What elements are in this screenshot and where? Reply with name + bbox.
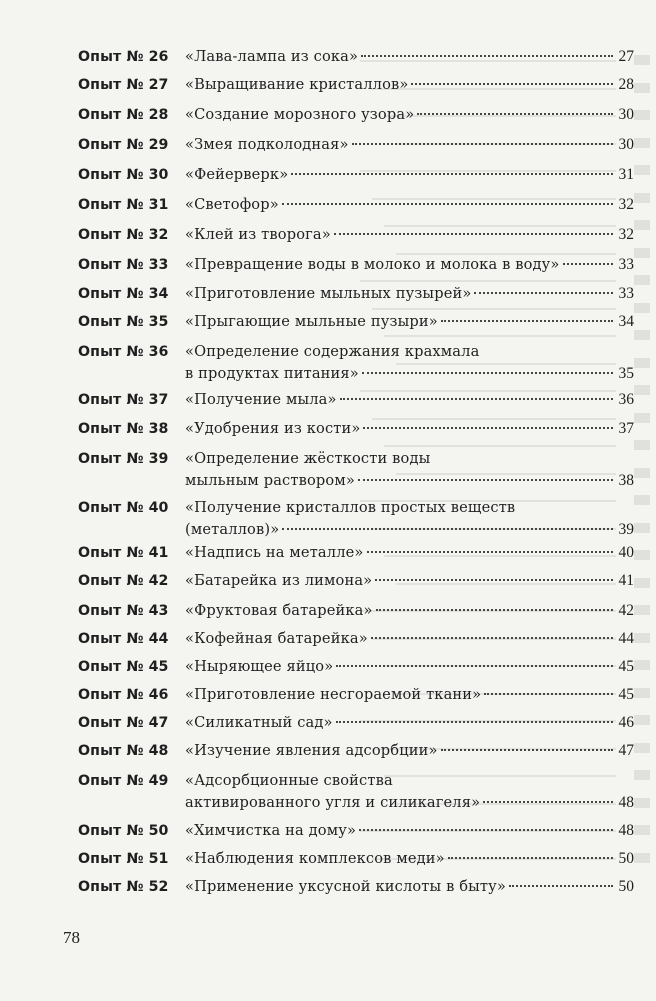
ghost-number xyxy=(634,495,650,505)
experiment-title: «Получение кристаллов простых веществ xyxy=(185,499,516,516)
page-reference: 45 xyxy=(618,658,634,675)
page-reference: 50 xyxy=(618,878,634,895)
experiment-title: «Определение содержания крахмала xyxy=(185,343,480,360)
experiment-number: Опыт № 31 xyxy=(78,197,169,213)
dot-leader xyxy=(363,427,613,429)
toc-entry[interactable] xyxy=(78,770,634,814)
experiment-number: Опыт № 49 xyxy=(78,773,169,789)
dot-leader xyxy=(376,609,613,611)
experiment-title: «Приготовление мыльных пузырей» xyxy=(185,285,472,302)
toc-entry[interactable] xyxy=(78,164,634,186)
page-reference: 40 xyxy=(618,544,634,561)
page-number: 78 xyxy=(63,928,80,947)
experiment-title: «Химчистка на дому» xyxy=(185,822,357,839)
toc-entry[interactable] xyxy=(78,448,634,492)
experiment-number: Опыт № 46 xyxy=(78,687,169,703)
ghost-number xyxy=(634,798,650,808)
experiment-number: Опыт № 37 xyxy=(78,392,169,408)
experiment-number: Опыт № 39 xyxy=(78,451,169,467)
page-reference: 41 xyxy=(618,572,634,589)
experiment-title: «Создание морозного узора» xyxy=(185,106,415,123)
ghost-number xyxy=(634,413,650,423)
toc-entry[interactable] xyxy=(78,570,634,592)
ghost-number xyxy=(634,468,650,478)
dot-leader xyxy=(448,857,613,859)
ghost-number xyxy=(634,220,650,230)
page-reference: 32 xyxy=(618,226,634,243)
dot-leader xyxy=(340,398,613,400)
experiment-title: «Наблюдения комплексов меди» xyxy=(185,850,445,867)
page-reference: 30 xyxy=(618,106,634,123)
page-reference: 47 xyxy=(618,742,634,759)
experiment-number: Опыт № 52 xyxy=(78,879,169,895)
page-reference: 28 xyxy=(618,76,634,93)
experiment-number: Опыт № 34 xyxy=(78,286,169,302)
dot-leader xyxy=(291,173,613,175)
dot-leader xyxy=(352,143,613,145)
experiment-title: «Применение уксусной кислоты в быту» xyxy=(185,878,506,895)
experiment-title: «Батарейка из лимона» xyxy=(185,572,373,589)
experiment-number: Опыт № 44 xyxy=(78,631,169,647)
ghost-number xyxy=(634,853,650,863)
experiment-title: «Кофейная батарейка» xyxy=(185,630,368,647)
toc-entry[interactable] xyxy=(78,820,634,842)
experiment-title-continued: (металлов)» xyxy=(185,521,280,538)
dot-leader xyxy=(361,55,613,57)
dot-leader xyxy=(417,113,613,115)
toc-entry[interactable] xyxy=(78,224,634,246)
ghost-number xyxy=(634,385,650,395)
dot-leader xyxy=(371,637,613,639)
experiment-title: «Силикатный сад» xyxy=(185,714,333,731)
dot-leader xyxy=(375,579,613,581)
experiment-number: Опыт № 38 xyxy=(78,421,169,437)
experiment-number: Опыт № 43 xyxy=(78,603,169,619)
experiment-number: Опыт № 27 xyxy=(78,77,169,93)
toc-entry[interactable] xyxy=(78,542,634,564)
dot-leader xyxy=(334,233,613,235)
page-reference: 37 xyxy=(618,420,634,437)
toc-entry[interactable] xyxy=(78,684,634,706)
toc-entry[interactable] xyxy=(78,848,634,870)
dot-leader xyxy=(282,528,613,530)
ghost-number xyxy=(634,303,650,313)
page-reference: 31 xyxy=(618,166,634,183)
experiment-title: «Ныряющее яйцо» xyxy=(185,658,334,675)
experiment-title: «Светофор» xyxy=(185,196,279,213)
ghost-number xyxy=(634,550,650,560)
experiment-number: Опыт № 28 xyxy=(78,107,169,123)
experiment-title: «Фейерверк» xyxy=(185,166,289,183)
dot-leader xyxy=(509,885,613,887)
experiment-number: Опыт № 45 xyxy=(78,659,169,675)
experiment-title: «Получение мыла» xyxy=(185,391,337,408)
ghost-number xyxy=(634,55,650,65)
ghost-number xyxy=(634,248,650,258)
page-reference: 44 xyxy=(618,630,634,647)
ghost-number xyxy=(634,605,650,615)
toc-entry[interactable] xyxy=(78,600,634,622)
experiment-title: «Фруктовая батарейка» xyxy=(185,602,373,619)
experiment-number: Опыт № 32 xyxy=(78,227,169,243)
experiment-title: «Изучение явления адсорбции» xyxy=(185,742,438,759)
experiment-number: Опыт № 47 xyxy=(78,715,169,731)
page-reference: 27 xyxy=(618,48,634,65)
toc-entry[interactable] xyxy=(78,134,634,156)
page-reference: 50 xyxy=(618,850,634,867)
ghost-number xyxy=(634,825,650,835)
experiment-number: Опыт № 36 xyxy=(78,344,169,360)
experiment-number: Опыт № 41 xyxy=(78,545,169,561)
page-reference: 32 xyxy=(618,196,634,213)
page-reference: 38 xyxy=(618,472,634,489)
ghost-number xyxy=(634,743,650,753)
ghost-number xyxy=(634,715,650,725)
toc-entry[interactable] xyxy=(78,628,634,650)
ghost-number xyxy=(634,633,650,643)
page-reference: 36 xyxy=(618,391,634,408)
toc-entry[interactable] xyxy=(78,254,634,276)
experiment-title: «Прыгающие мыльные пузыри» xyxy=(185,313,438,330)
experiment-title: «Выращивание кристаллов» xyxy=(185,76,409,93)
page-reference: 46 xyxy=(618,714,634,731)
dot-leader xyxy=(358,479,613,481)
experiment-number: Опыт № 42 xyxy=(78,573,169,589)
ghost-number xyxy=(634,110,650,120)
page-reference: 33 xyxy=(618,256,634,273)
experiment-title: «Удобрения из кости» xyxy=(185,420,361,437)
ghost-number xyxy=(634,165,650,175)
experiment-number: Опыт № 51 xyxy=(78,851,169,867)
ghost-line xyxy=(360,280,616,282)
page-reference: 48 xyxy=(618,794,634,811)
page-reference: 42 xyxy=(618,602,634,619)
dot-leader xyxy=(563,263,614,265)
experiment-number: Опыт № 30 xyxy=(78,167,169,183)
dot-leader xyxy=(336,721,613,723)
experiment-title: «Змея подколодная» xyxy=(185,136,349,153)
experiment-title: «Надпись на металле» xyxy=(185,544,364,561)
experiment-title: «Адсорбционные свойства xyxy=(185,772,393,789)
page-reference: 30 xyxy=(618,136,634,153)
dot-leader xyxy=(367,551,614,553)
ghost-line xyxy=(384,335,616,337)
experiment-title-continued: в продуктах питания» xyxy=(185,365,359,382)
dot-leader xyxy=(359,829,613,831)
ghost-number xyxy=(634,523,650,533)
ghost-number xyxy=(634,578,650,588)
toc-entry[interactable] xyxy=(78,46,634,68)
page-reference: 48 xyxy=(618,822,634,839)
experiment-number: Опыт № 33 xyxy=(78,257,169,273)
toc-entry[interactable] xyxy=(78,740,634,762)
page-reference: 45 xyxy=(618,686,634,703)
ghost-number xyxy=(634,275,650,285)
toc-entry[interactable] xyxy=(78,194,634,216)
ghost-number xyxy=(634,688,650,698)
toc-entry[interactable] xyxy=(78,876,634,898)
ghost-number xyxy=(634,358,650,368)
ghost-number xyxy=(634,83,650,93)
experiment-title: «Приготовление несгораемой ткани» xyxy=(185,686,482,703)
dot-leader xyxy=(362,372,613,374)
experiment-number: Опыт № 50 xyxy=(78,823,169,839)
page-reference: 34 xyxy=(618,313,634,330)
toc-entry[interactable] xyxy=(78,418,634,440)
dot-leader xyxy=(474,292,613,294)
ghost-number xyxy=(634,440,650,450)
dot-leader xyxy=(441,320,613,322)
ghost-number xyxy=(634,660,650,670)
ghost-number xyxy=(634,330,650,340)
toc-entry[interactable] xyxy=(78,712,634,734)
toc-entry[interactable] xyxy=(78,389,634,411)
experiment-title: «Превращение воды в молоко и молока в воду» xyxy=(185,256,560,273)
dot-leader xyxy=(282,203,613,205)
experiment-title-continued: активированного угля и силикагеля» xyxy=(185,794,481,811)
dot-leader xyxy=(411,83,613,85)
ghost-line xyxy=(384,445,616,447)
ghost-number xyxy=(634,138,650,148)
dot-leader xyxy=(336,665,613,667)
experiment-title: «Лава-лампа из сока» xyxy=(185,48,359,65)
experiment-number: Опыт № 40 xyxy=(78,500,169,516)
experiment-number: Опыт № 48 xyxy=(78,743,169,759)
page-reference: 39 xyxy=(618,521,634,538)
ghost-number xyxy=(634,770,650,780)
page-reference: 33 xyxy=(618,285,634,302)
experiment-number: Опыт № 26 xyxy=(78,49,169,65)
toc-entry[interactable] xyxy=(78,497,634,541)
toc-entry[interactable] xyxy=(78,341,634,385)
toc-entry[interactable] xyxy=(78,283,634,305)
experiment-title: «Клей из творога» xyxy=(185,226,331,243)
toc-entry[interactable] xyxy=(78,104,634,126)
toc-entry[interactable] xyxy=(78,656,634,678)
experiment-title: «Определение жёсткости воды xyxy=(185,450,431,467)
toc-entry[interactable] xyxy=(78,311,634,333)
experiment-number: Опыт № 29 xyxy=(78,137,169,153)
ghost-line xyxy=(372,308,616,310)
experiment-title-continued: мыльным раствором» xyxy=(185,472,355,489)
dot-leader xyxy=(483,801,613,803)
ghost-number xyxy=(634,193,650,203)
toc-entry[interactable] xyxy=(78,74,634,96)
page-reference: 35 xyxy=(618,365,634,382)
dot-leader xyxy=(484,693,613,695)
experiment-number: Опыт № 35 xyxy=(78,314,169,330)
dot-leader xyxy=(441,749,613,751)
